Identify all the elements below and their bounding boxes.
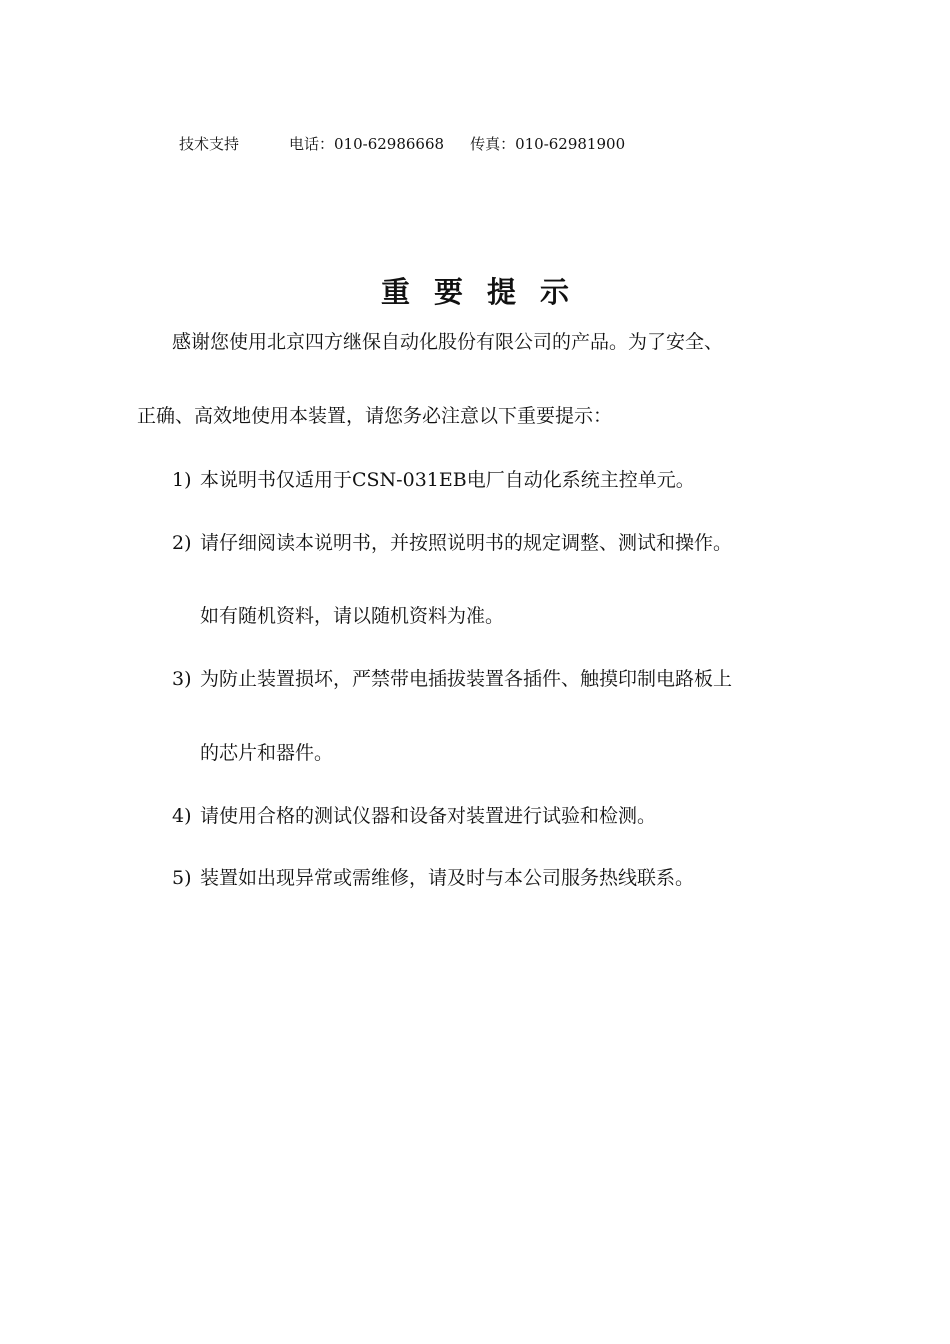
notice-item-4 xyxy=(172,802,656,830)
intro-line-1: 感谢您使用北京四方继保自动化股份有限公司的产品。为了安全、 xyxy=(172,331,724,353)
notice-item-2-continuation: 如有随机资料，请以随机资料为准。 xyxy=(200,605,505,627)
item-text: 装置如出现异常或需维修，请及时与本公司服务热线联系。 xyxy=(200,867,695,889)
notice-item-1 xyxy=(172,466,695,494)
item-number: 1) xyxy=(172,469,192,491)
item-number: 4) xyxy=(172,805,192,827)
item-text: 请使用合格的测试仪器和设备对装置进行试验和检测。 xyxy=(200,805,657,827)
item-number: 5) xyxy=(172,867,192,889)
phone-number: 电话：010-62986668 xyxy=(289,135,445,153)
item-number: 2) xyxy=(172,532,192,554)
item-number: 3) xyxy=(172,668,192,690)
intro-line-2: 正确、高效地使用本装置，请您务必注意以下重要提示： xyxy=(137,405,613,427)
item-text: 请仔细阅读本说明书，并按照说明书的规定调整、测试和操作。 xyxy=(200,532,733,554)
notice-item-3-continuation: 的芯片和器件。 xyxy=(200,742,334,764)
item-text: 为防止装置损坏，严禁带电插拔装置各插件、触摸印制电路板上 xyxy=(200,668,733,690)
notice-item-5 xyxy=(172,864,694,892)
tech-support-label: 技术支持 xyxy=(179,135,240,153)
fax-number: 传真：010-62981900 xyxy=(470,135,626,153)
notice-item-3 xyxy=(172,665,732,693)
item-text: 本说明书仅适用于CSN-031EB电厂自动化系统主控单元。 xyxy=(200,469,695,491)
notice-item-2 xyxy=(172,529,732,557)
page-title: 重要提示 xyxy=(380,275,593,309)
tech-support-line xyxy=(179,133,625,155)
